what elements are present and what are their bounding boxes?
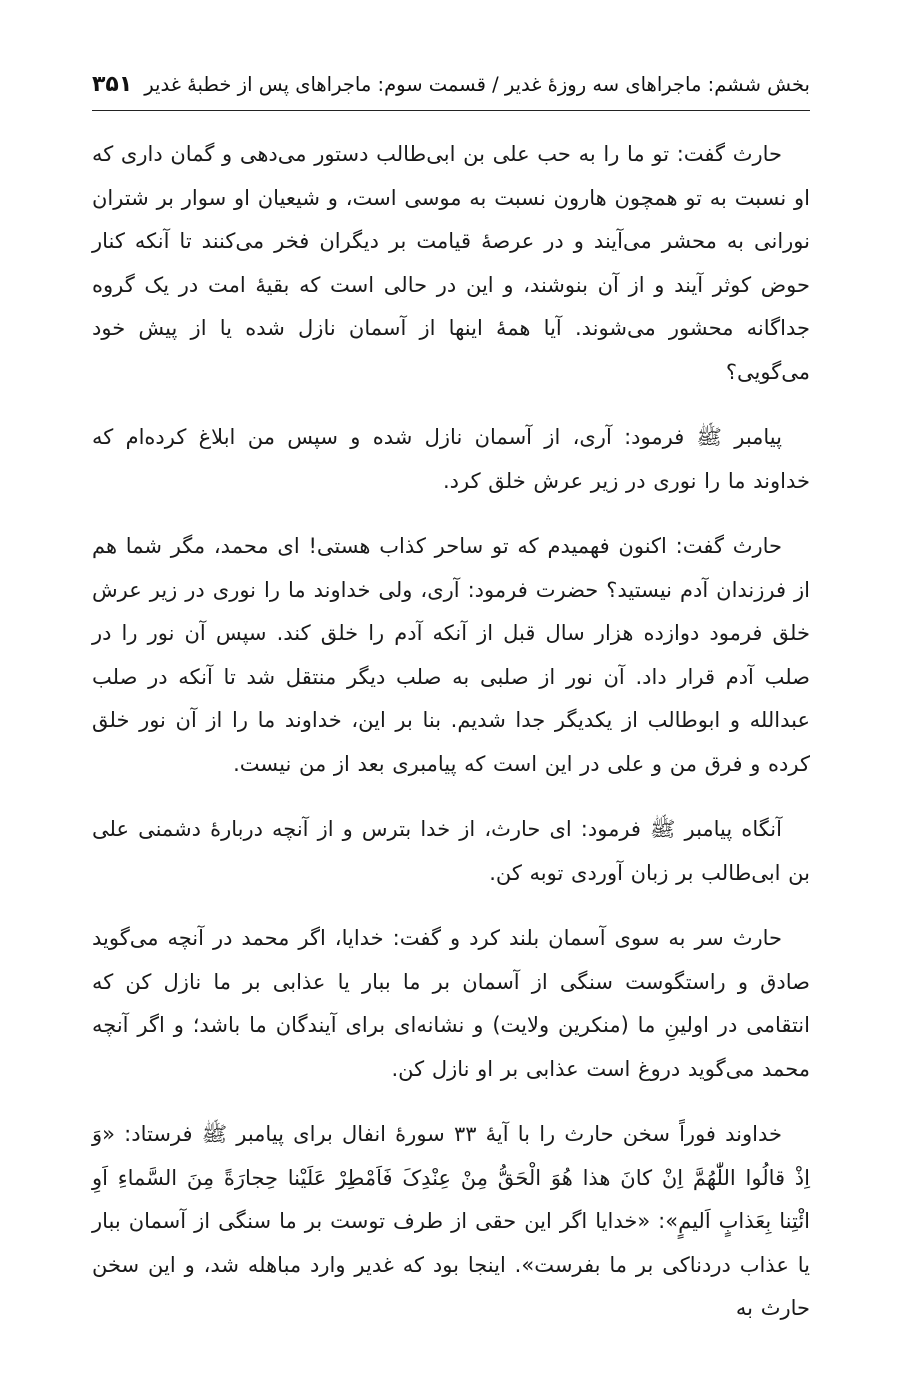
book-page (92, 72, 810, 1331)
paragraph-harith-objection: حارث گفت: تو ما را به حب علی بن ابی‌طالب دستور می‌دهی و گمان داری که او نسبت به تو همچون هارون نسبت به موسی است، و شیعیان او سوار بر شتران نورانی به محشر می‌آیند و در عرصهٔ قیامت بر دیگران فخر می‌کنند تا آنکه کنار حوض کوثر آیند و از آن بنوشند، و این در حالی است که بقیهٔ امت در یک گروه جداگانه محشور می‌شوند. آیا همهٔ اینها از آسمان نازل شده یا از پیش خود می‌گویی؟ (92, 142, 810, 384)
paragraph-harith-prayer: حارث سر به سوی آسمان بلند کرد و گفت: خدایا، اگر محمد در آنچه می‌گوید صادق و راستگوست سنگی از آسمان بر ما ببار یا عذابی بر ما نازل کن که انتقامی در اولینِ ما (منکرین ولایت) و نشانه‌ای برای آیندگان ما باشد؛ و اگر آنچه محمد می‌گوید دروغ است عذابی بر او نازل کن. (92, 926, 810, 1081)
body-text (92, 133, 810, 1331)
running-header (92, 72, 810, 111)
page-number: ۳۵۱ (92, 72, 133, 97)
paragraph-harith-accusation: حارث گفت: اکنون فهمیدم که تو ساحر کذاب هستی! ای محمد، مگر شما هم از فرزندان آدم نیستید؟ حضرت فرمود: آری، ولی خداوند ما را نوری در زیر عرش خلق فرمود دوازده هزار سال قبل از آنکه آدم را خلق کند. سپس آن نور را در صلب آدم قرار داد. آن نور از صلبی به صلب دیگر منتقل شد تا آنکه در صلب عبدالله و ابوطالب از یکدیگر جدا شدیم. بنا بر این، خداوند ما را از آن نور خلق کرده و فرق من و علی در این است که پیامبری بعد از من نیست. (92, 534, 810, 776)
paragraph-prophet-reply: پیامبر ﷺ فرمود: آری، از آسمان نازل شده و سپس من ابلاغ کرده‌ام که خداوند ما را نوری در زیر عرش خلق کرد. (92, 425, 810, 493)
paragraph-prophet-warning: آنگاه پیامبر ﷺ فرمود: ای حارث، از خدا بترس و از آنچه دربارهٔ دشمنی علی بن ابی‌طالب بر زبان آوردی توبه کن. (92, 817, 810, 885)
paragraph-quran-verse: خداوند فوراً سخن حارث را با آیهٔ ۳۳ سورهٔ انفال برای پیامبر ﷺ فرستاد: «وَ اِذْ قالُوا اللّٰهُمَّ اِنْ کانَ هذا هُوَ الْحَقُّ مِنْ عِنْدِکَ فَاَمْطِرْ عَلَیْنا حِجارَةً مِنَ السَّماءِ اَوِ ائْتِنا بِعَذابٍ اَلیمٍ»: «خدایا اگر این حقی از طرف توست بر ما سنگی از آسمان ببار یا عذاب دردناکی بر ما بفرست». اینجا بود که غدیر وارد مباهله شد، و این سخن حارث به (92, 1122, 810, 1320)
running-header-title: بخش ششم: ماجراهای سه روزهٔ غدیر / قسمت سوم: ماجراهای پس از خطبهٔ غدیر (144, 73, 810, 96)
